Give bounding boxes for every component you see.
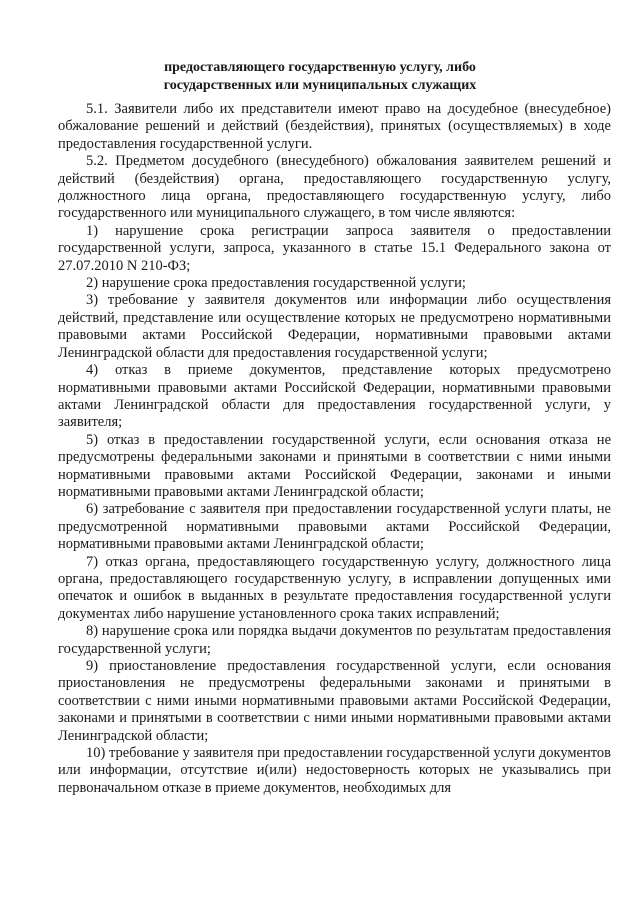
list-item-10: 10) требование у заявителя при предоставлении государственной услуги документов или информации, отсутствие и(или) недостоверность которых не указывались при первоначальном отказе в приеме документов, необходимых для (58, 745, 611, 796)
document-body (58, 101, 611, 797)
list-item-9: 9) приостановление предоставления государственной услуги, если основания приостановления не предусмотрены федеральными законами и принятыми в соответствии с ними иными нормативными правовыми актами Российской Федерации, законами и принятыми в соответствии с ними иными нормативными правовыми актами Ленинградской области; (58, 658, 611, 744)
list-item-3: 3) требование у заявителя документов или информации либо осуществления действий, представление или осуществление которых не предусмотрено нормативными правовыми актами Российской Федерации, нормативными правовыми актами Ленинградской области для предоставления государственной услуги; (58, 292, 611, 361)
list-item-1: 1) нарушение срока регистрации запроса заявителя о предоставлении государственной услуги, запроса, указанного в статье 15.1 Федерального закона от 27.07.2010 N 210-ФЗ; (58, 222, 611, 274)
list-item-2: 2) нарушение срока предоставления государственной услуги; (86, 275, 466, 292)
heading-line-1: предоставляющего государственную услугу, либо (164, 60, 476, 75)
paragraph-5-2: 5.2. Предметом досудебного (внесудебного) обжалования заявителем решений и действий (бездействия) органа, предоставляющего государственную услугу, должностного лица органа, предоставляющего государственную услугу, либо государственного или муниципального служащего, в том числе являются: (58, 153, 611, 222)
list-item-5: 5) отказ в предоставлении государственной услуги, если основания отказа не предусмотрены федеральными законами и принятыми в соответствии с ними иными нормативными правовыми актами Российской Федерации, законами и иными нормативными правовыми актами Ленинградской области; (58, 431, 611, 500)
list-item-8: 8) нарушение срока или порядка выдачи документов по результатам предоставления государственной услуги; (58, 623, 611, 657)
paragraph-5-1: 5.1. Заявители либо их представители имеют право на досудебное (внесудебное) обжалование решений и действий (бездействия), принятых (осуществляемых) в ходе предоставления государственной услуги. (58, 101, 611, 152)
heading-line-2: государственных или муниципальных служащих (163, 78, 477, 93)
list-item-4: 4) отказ в приеме документов, представление которых предусмотрено нормативными правовыми актами Российской Федерации, нормативными правовыми актами Ленинградской области для предоставления государственной услуги, у заявителя; (58, 362, 611, 431)
section-heading (60, 59, 580, 95)
list-item-6: 6) затребование с заявителя при предоставлении государственной услуги платы, не предусмотренной нормативными правовыми актами Российской Федерации, нормативными правовыми актами Ленинградской области; (58, 501, 611, 553)
list-item-7: 7) отказ органа, предоставляющего государственную услугу, должностного лица органа, предоставляющего государственную услугу, в исправлении допущенных ими опечаток и ошибок в выданных в результате предоставления государственной услуги документах либо нарушение установленного срока таких исправлений; (58, 553, 611, 622)
